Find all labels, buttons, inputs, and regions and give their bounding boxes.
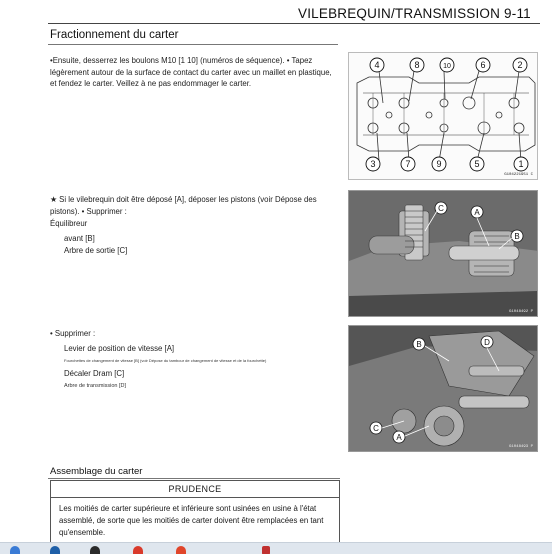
app-icon[interactable] bbox=[133, 546, 143, 554]
step2-item-avant: avant [B] bbox=[64, 234, 95, 243]
photo-label: D bbox=[484, 338, 490, 347]
callout-label: 4 bbox=[374, 60, 380, 70]
step2-intro: ★ Si le vilebrequin doit être déposé [A], déposer les pistons (voir Dépose des pistons). • Supprimer : bbox=[50, 195, 317, 216]
photo-label: C bbox=[438, 204, 444, 213]
photo-label: A bbox=[396, 433, 402, 442]
step3-note-fourchettes: Fourchettes de changement de vitesse [B] (voir Dépose du tambour de changement de vitesse et de la fourchette) bbox=[64, 358, 267, 363]
callout-label: 5 bbox=[474, 159, 480, 169]
caution-text: Les moitiés de carter supérieure et inférieure sont usinées en usine à l'état assemblé, de sorte que les moitiés de carter doivent être remplacées en tant qu'ensemble. bbox=[59, 504, 324, 537]
crankcase-bolt-diagram bbox=[348, 52, 538, 180]
photo-label: B bbox=[416, 340, 422, 349]
callout-label: 2 bbox=[517, 60, 523, 70]
top-callouts bbox=[370, 58, 527, 72]
transmission-photo bbox=[348, 325, 538, 452]
pdf-app-icon[interactable] bbox=[262, 546, 270, 554]
header-rule bbox=[48, 23, 540, 24]
callout-label: 10 bbox=[443, 63, 451, 70]
section-title-assemblage: Assemblage du carter bbox=[50, 466, 143, 477]
step3-item-levier: Levier de position de vitesse [A] bbox=[64, 344, 175, 353]
callout-label: 6 bbox=[480, 60, 486, 70]
windows-start-icon[interactable] bbox=[10, 546, 20, 554]
section-title-fractionnement: Fractionnement du carter bbox=[50, 29, 179, 41]
photo-label: B bbox=[514, 232, 520, 241]
app-icon[interactable] bbox=[90, 546, 100, 554]
figure-code: G1048493 P bbox=[508, 445, 533, 449]
step3-label: • Supprimer : bbox=[50, 329, 96, 338]
callout-label: 8 bbox=[414, 60, 420, 70]
callout-label: 1 bbox=[518, 159, 524, 169]
taskbar bbox=[0, 542, 552, 554]
step3-item-arbre-transmission: Arbre de transmission [D] bbox=[64, 383, 127, 389]
caution-title: PRUDENCE bbox=[51, 481, 339, 498]
section-rule bbox=[48, 478, 340, 479]
step2-item-arbre-sortie: Arbre de sortie [C] bbox=[64, 246, 128, 255]
section-rule bbox=[48, 44, 338, 45]
photo-label: A bbox=[474, 208, 480, 217]
photo-label: C bbox=[373, 424, 379, 433]
page-header-title: VILEBREQUIN/TRANSMISSION 9-11 bbox=[298, 6, 531, 21]
step3-item-decaler-dram: Décaler Dram [C] bbox=[64, 369, 125, 378]
bottom-callouts bbox=[366, 157, 528, 171]
crankshaft-photo bbox=[348, 190, 538, 317]
browser-icon[interactable] bbox=[50, 546, 60, 554]
section1-paragraph: •Ensuite, desserrez les boulons M10 [1 10] (numéros de séquence). • Tapez légèrement autour de la surface de contact du carter avec un maillet en plastique, et fendez le carter. Veillez à ne pas endommager le carter. bbox=[50, 56, 332, 88]
step2-item-equilibreur: Équilibreur bbox=[50, 219, 88, 228]
callout-label: 9 bbox=[436, 159, 442, 169]
figure-code: G1048492 P bbox=[508, 310, 533, 314]
figure-code: G104221951 C bbox=[504, 173, 533, 177]
callout-label: 3 bbox=[370, 159, 376, 169]
app-icon[interactable] bbox=[176, 546, 186, 554]
callout-label: 7 bbox=[405, 159, 411, 169]
